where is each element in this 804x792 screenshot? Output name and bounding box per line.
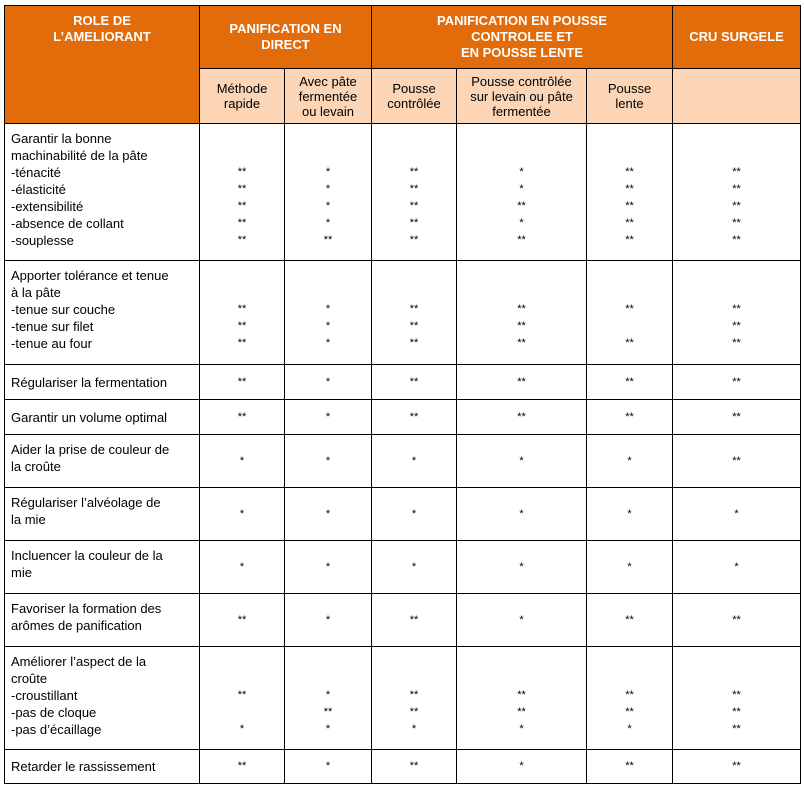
table-cell: ** <box>457 365 587 400</box>
table-cell: * <box>285 594 372 647</box>
table-cell: ** <box>200 400 285 435</box>
table-cell: * <box>285 435 372 488</box>
header-role <box>5 6 200 124</box>
table-cell: ** ** ** <box>673 261 801 365</box>
table-cell: ** ** ** <box>457 261 587 365</box>
table-row <box>5 435 801 488</box>
table-cell: ** ** ** <box>200 261 285 365</box>
table-cell: ** ** * <box>457 647 587 750</box>
row-label: Améliorer l’aspect de la croûte -croustillant -pas de cloque -pas d’écaillage <box>5 647 200 750</box>
table-cell: ** <box>673 435 801 488</box>
subheader-cru-surgele <box>673 69 801 124</box>
table-cell: ** * <box>200 647 285 750</box>
table-cell: ** <box>372 594 457 647</box>
row-label: Régulariser la fermentation <box>5 365 200 400</box>
table-cell: ** ** ** ** ** <box>200 124 285 261</box>
table-cell: * <box>457 750 587 784</box>
table-cell: ** <box>372 400 457 435</box>
subheader-pousse-controlee-levain: Pousse contrôlée sur levain ou pâte fermentée <box>457 69 587 124</box>
table-cell: * * * <box>285 261 372 365</box>
table-cell: * <box>372 435 457 488</box>
table-cell: ** <box>587 365 673 400</box>
table-cell: * <box>200 488 285 541</box>
table-cell: * <box>285 365 372 400</box>
header-direct: PANIFICATION EN DIRECT <box>200 6 372 69</box>
header-role-text: ROLE DE L’AMELIORANT <box>53 12 151 44</box>
table-row <box>5 261 801 365</box>
table-cell: ** <box>200 594 285 647</box>
table-cell: * <box>372 488 457 541</box>
row-label: Favoriser la formation des arômes de panification <box>5 594 200 647</box>
table-cell: * <box>457 541 587 594</box>
table-cell: ** ** ** ** ** <box>587 124 673 261</box>
table-cell: * <box>673 488 801 541</box>
subheader-pousse-lente: Pousse lente <box>587 69 673 124</box>
table-cell: ** ** <box>587 261 673 365</box>
table-cell: ** <box>587 750 673 784</box>
table-cell: ** <box>200 365 285 400</box>
row-label: Incluencer la couleur de la mie <box>5 541 200 594</box>
table-cell: * <box>285 488 372 541</box>
table-cell: ** <box>200 750 285 784</box>
table-cell: * <box>285 541 372 594</box>
table-row <box>5 400 801 435</box>
table-cell: * <box>285 400 372 435</box>
table-cell: ** ** * <box>372 647 457 750</box>
table-cell: ** <box>673 400 801 435</box>
table-cell: * <box>200 435 285 488</box>
table-cell: ** <box>673 594 801 647</box>
table-cell: * * * * ** <box>285 124 372 261</box>
table-cell: ** <box>673 750 801 784</box>
table-row <box>5 124 801 261</box>
table-cell: ** ** ** <box>372 261 457 365</box>
table-cell: * ** * <box>285 647 372 750</box>
header-cru: CRU SURGELE <box>673 6 801 69</box>
table-row <box>5 365 801 400</box>
row-label: Apporter tolérance et tenue à la pâte -tenue sur couche -tenue sur filet -tenue au four <box>5 261 200 365</box>
table-cell: * * ** * ** <box>457 124 587 261</box>
table-cell: * <box>587 488 673 541</box>
table-row <box>5 488 801 541</box>
header-row <box>5 6 801 69</box>
table-row <box>5 647 801 750</box>
table-cell: ** <box>673 365 801 400</box>
table-cell: ** ** ** <box>673 647 801 750</box>
table-cell: * <box>200 541 285 594</box>
table-row <box>5 594 801 647</box>
row-label: Retarder le rassissement <box>5 750 200 784</box>
table-cell: * <box>457 435 587 488</box>
table-cell: ** ** * <box>587 647 673 750</box>
table-cell: * <box>457 594 587 647</box>
table-cell: ** <box>457 400 587 435</box>
table-cell: ** <box>587 594 673 647</box>
row-label: Garantir la bonne machinabilité de la pâte -ténacité -élasticité -extensibilité -absence de collant -souplesse <box>5 124 200 261</box>
table-cell: ** ** ** ** ** <box>372 124 457 261</box>
header-pousse: PANIFICATION EN POUSSE CONTROLEE ET EN POUSSE LENTE <box>372 6 673 69</box>
row-label: Aider la prise de couleur de la croûte <box>5 435 200 488</box>
table-cell: ** <box>587 400 673 435</box>
row-label: Garantir un volume optimal <box>5 400 200 435</box>
table-row <box>5 541 801 594</box>
table-cell: * <box>372 541 457 594</box>
subheader-pousse-controlee: Pousse contrôlée <box>372 69 457 124</box>
table-row <box>5 750 801 784</box>
table-cell: * <box>673 541 801 594</box>
table-cell: * <box>457 488 587 541</box>
subheader-methode-rapide: Méthode rapide <box>200 69 285 124</box>
table-cell: * <box>587 541 673 594</box>
table-cell: * <box>285 750 372 784</box>
table-cell: ** <box>372 750 457 784</box>
ameliorant-table <box>4 5 801 784</box>
row-label: Régulariser l’alvéolage de la mie <box>5 488 200 541</box>
table-cell: ** ** ** ** ** <box>673 124 801 261</box>
table-cell: ** <box>372 365 457 400</box>
table-cell: * <box>587 435 673 488</box>
subheader-pate-fermentee: Avec pâte fermentée ou levain <box>285 69 372 124</box>
